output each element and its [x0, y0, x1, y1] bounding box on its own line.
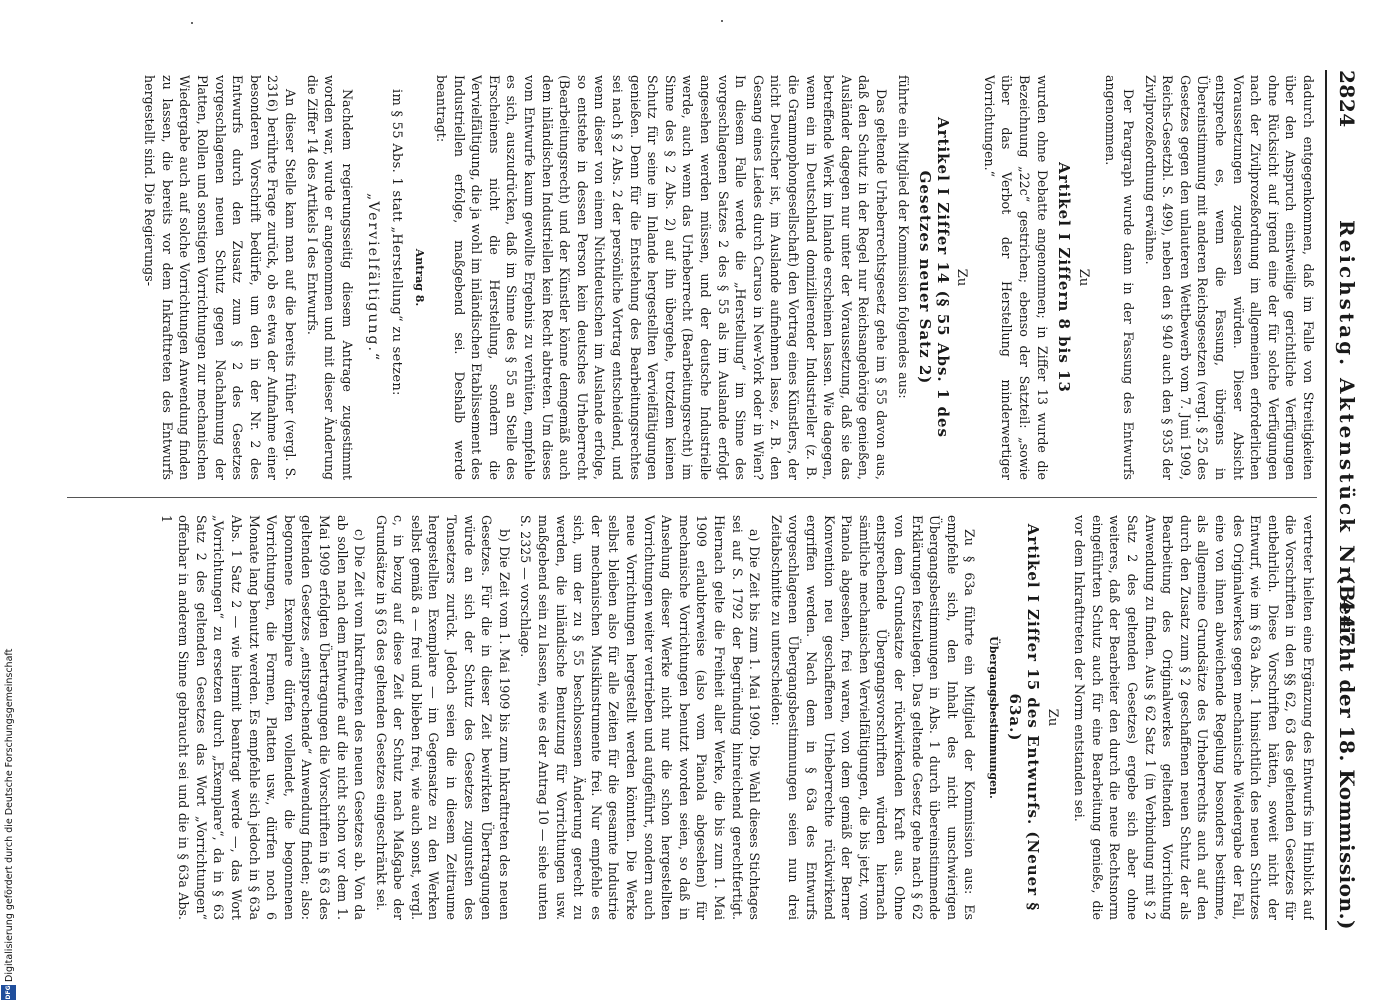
quoted-term: „Vervielfältigung.“ [365, 192, 382, 363]
paragraph: a) Die Zeit bis zum 1. Mai 1909. Die Wahl dieses Stichtages sei auf S. 1792 der Begründung hinreichend gerechtfertigt. Hiernach gelte die Freiheit aller Werke, die bis zum 1. Mai 1909 erlaubterweise (also vom Pianola abgesehen) für mechanische Vorrichtungen benutzt worden seien, so daß in Ansehung dieser Werke nicht nur die schon hergestellten Vorrichtungen weiter vertrieben und aufgeführt, sondern auch neue Vorrichtungen hergestellt werden könnten. Die Werke selbst bleiben also für alle Zeiten für die gesamte Industrie der mechanischen Musikinstrumente frei. Nur empfehle es sich, um der zu § 55 beschlossenen Änderung gerecht zu werden, die inländische Benutzung für Vorrichtungen usw. maßgebend sein zu lassen, wie es der Antrag 10 — siehe unten S. 2325 — vorschlage. [518, 515, 763, 920]
paragraph: Nachdem regierungsseitig diesem Antrage zugestimmt worden war, wurde er angenommen und mit dieser Änderung die Ziffer 14 des Artikels I des Entwurfs. [304, 75, 355, 480]
scan-speck [721, 20, 723, 22]
page-number: 2824 [1335, 70, 1359, 128]
paragraph: b) Die Zeit vom 1. Mai 1909 bis zum Inkrafttreten des neuen Gesetzes. Für die in dieser Zeit bewirkten Übertragungen würde an sich der Schutz des Gesetzes zugunsten des Tonsetzers zurück. Jedoch seien die in diesem Zeitraume hergestellten Exemplare — im Gegensatze zu den Werken selbst gemäß a — frei und blieben frei, wie auch sonst, vergl. c, in bezug auf diese Zeit der Schutz nach Maßgabe der Grundsätze in § 63 des geltenden Gesetzes eingeschränkt sei. [373, 515, 512, 920]
scan-speck [191, 22, 193, 24]
section-heading: Artikel I Ziffer 14 (§ 55 Abs. 1 des Gesetzes neuer Satz 2) [916, 117, 952, 438]
paragraph: Zu § 63a führte ein Mitglied der Kommission aus: Es empfehle sich, den Inhalt des nicht unschwierigen Übergangsbestimmungen in Abs. 1 durch übereinstimmende Erklärungen festzulegen. Das geltende Gesetz gehe nach § 62 von dem Grundsatze der rückwirkenden Kraft aus. Ohne entsprechende Übergangsvorschriften würden hiernach sämtliche mechanischen Vervielfältigungen, die bis jetzt, vom Pianola abgesehen, frei waren, von dem gemäß der Berner Konvention neu geschaffenen Urheberrechte rückwirkend ergriffen werden. Nach dem in § 63a des Entwurfs vorgeschlagenen Übergangsbestimmungen seien nun drei Zeitabschnitte zu unterscheiden: [768, 515, 978, 920]
section-prefix: Zu [954, 268, 970, 287]
section-prefix: Zu [1075, 268, 1091, 287]
running-subtitle: (Bericht der 18. Kommission.) [1335, 574, 1359, 930]
paragraph: Das geltende Urheberrechtsgesetz gehe im § 55 davon aus, daß den Schutz in der Regel nur Reichsangehörige genießen, Ausländer dagegen nur unter der Voraussetzung, daß sie das betreffende Werk im Inlande erscheinen lassen. Wie dagegen, wenn ein in Deutschland domizilierender Industrieller (z. B. die Grammophongesellschaft) den Vortrag eines Künstlers, der nicht Deutscher ist, im Auslande aufnehmen lasse, z. B. den Gesang eines Liedes durch Caruso in New-York oder in Wien? In diesem Falle werde die „Herstellung“ im Sinne des vorgeschlagenen Satzes 2 des § 55 als im Auslande erfolgt angesehen werden müssen, und der deutsche Industrielle werde, auch wenn das Urheberrecht (Bearbeitungsrecht) im Sinne des § 2 Abs. 2) auf ihn übergehe, trotzdem keinen Schutz für seine im Inlande hergestellten Vervielfältigungen genießen. Denn für die Entstehung des Bearbeitungsrechtes sei nach § 2 Abs. 2 der persönliche Vortrag entscheidend, und wenn dieser von einem Nichtdeutschen im Auslande erfolge, so entstehe in dessen Person kein deutsches Urheberrecht (Bearbeitungsrecht) und der Künstler könne demgemäß auch dem inländischen Industriellen kein Recht abtreten. Um dieses vom Entwurfe kaum gewollte Ergebnis zu verhüten, empfehle es sich, auszudrücken, daß im Sinne des § 55 an Stelle des Erscheinens nicht die Herstellung, sondern die Vervielfältigung, die ja wohl im inländischen Etablissement des Industriellen erfolge, maßgebend sei. Deshalb werde beantragt: [434, 75, 889, 480]
paragraph: im § 55 Abs. 1 statt „Herstellung“ zu setzen: [388, 89, 404, 396]
left-column [67, 75, 1317, 480]
column-divider [67, 497, 1317, 498]
paragraph: dadurch entgegenkommen, daß im Falle von Streitigkeiten über den Anspruch einstweilige gerichtliche Verfügungen ohne Rücksicht auf irgend eine der für solche Verfügungen nach der Zivilprozeßordnung im allgemeinen erforderlichen Voraussetzungen zugelassen würden. Dieser Absicht entspreche es, wenn die Fassung, übrigens in Übereinstimmung mit anderen Reichsgesetzen (vergl. § 25 des Gesetzes gegen den unlauteren Wettbewerb vom 7. Juni 1909, Reichs-Gesetzbl. S. 499), neben den § 940 auch den § 935 der Zivilprozeßordnung erwähne. [1142, 75, 1316, 480]
paragraph: An dieser Stelle kam man auf die bereits früher (vergl. S. 2316) berührte Frage zurück, ob es etwa der Aufnahme einer besonderen Vorschrift bedürfe, um den in der Nr. 2 des Entwurfs durch den Zusatz zum § 2 des Gesetzes vorgeschlagenen neuen Schutz gegen Nachahmung der Platten, Rollen und sonstigen Vorrichtungen zur mechanischen Wiedergabe auch auf solche Vorrichtungen Anwendung finden zu lassen, die bereits vor dem Inkrafttreten des Entwurfs hergestellt sind. Die Regierungs- [142, 75, 298, 480]
credit-strip [0, 0, 20, 1000]
paragraph: führte ein Mitglied der Kommission folgendes aus: [895, 75, 911, 399]
right-column [67, 515, 1317, 920]
header-rule [1325, 70, 1327, 930]
running-title: Reichstag. Aktenstück Nr. 447. [1335, 220, 1359, 659]
section-prefix: Zu [1044, 708, 1060, 727]
dfg-logo: DFG [1, 985, 16, 1000]
subheading: Übergangsbestimmungen. [986, 636, 1000, 799]
section-heading: Artikel I Ziffern 8 bis 13 [1055, 162, 1074, 393]
paragraph: wurden ohne Debatte angenommen; in Ziffer 13 wurde die Bezeichnung „22c“ gestrichen; ebenso der Satzteil: „sowie über das Verbot der Herstellung minderwertiger Vorrichtungen.“ [981, 75, 1050, 480]
digitization-credit: Digitalisierung gefördert durch die Deutsche Forschungsgemeinschaft [4, 648, 15, 982]
page-header [1325, 70, 1365, 930]
subheading: Antrag 8. [413, 248, 427, 307]
paragraph: c) Die Zeit vom Inkrafttreten des neuen Gesetzes ab. Von da ab sollen nach dem Entwurfe auf die nicht schon vor dem 1. Mai 1909 erfolgten Übertragungen die Vorschriften in § 63 des geltenden Gesetzes „entsprechende“ Anwendung finden; also: begonnene Exemplare dürfen vollendet, die begonnenen Vorrichtungen, die Formen, Platten usw., dürfen noch 6 Monate lang benutzt werden. Es empfehle sich jedoch in § 63a Abs. 1 Satz 2 — wie hiermit beantragt werde —, das Wort „Vorrichtungen“ zu ersetzen durch „Exemplare“, da in § 63 Satz 2 des geltenden Gesetzes das Wort „Vorrichtungen“ offenbar in anderem Sinne gebraucht sei und die in § 63a Abs. 1 [158, 515, 368, 920]
section-heading: Artikel I Ziffer 15 des Entwurfs. (Neuer § 63a.) [1006, 523, 1043, 912]
paragraph: Der Paragraph wurde dann in der Fassung des Entwurfs angenommen. [1103, 75, 1137, 480]
paragraph: vertreter hielten eine Ergänzung des Entwurfs im Hinblick auf die Vorschriften in den §§ 62, 63 des geltenden Gesetzes für entbehrlich. Diese Vorschriften hätten, soweit nicht der Entwurf, wie im § 63a Abs. 1 hinsichtlich des neuen Schutzes des Originalwerkes gegen mechanische Wiedergabe der Fall, eine von ihnen abweichende Regelung besonders bestimme, als allgemeine Grundsätze des Urheberrechts auch auf den durch den Zusatz zum § 2 geschaffenen neuen Schutz der als Bearbeitung des Originalwerkes geltenden Vorrichtung Anwendung zu finden. Aus § 62 Satz 1 (in Verbindung mit § 2 Satz 2 des geltenden Gesetzes) ergebe sich aber ohne weiteres, daß der Bearbeiter den durch die neue Rechtsnorm eingeführten Schutz auch für eine Bearbeitung genieße, die vor dem Inkrafttreten der Norm entstanden sei. [1072, 515, 1316, 920]
